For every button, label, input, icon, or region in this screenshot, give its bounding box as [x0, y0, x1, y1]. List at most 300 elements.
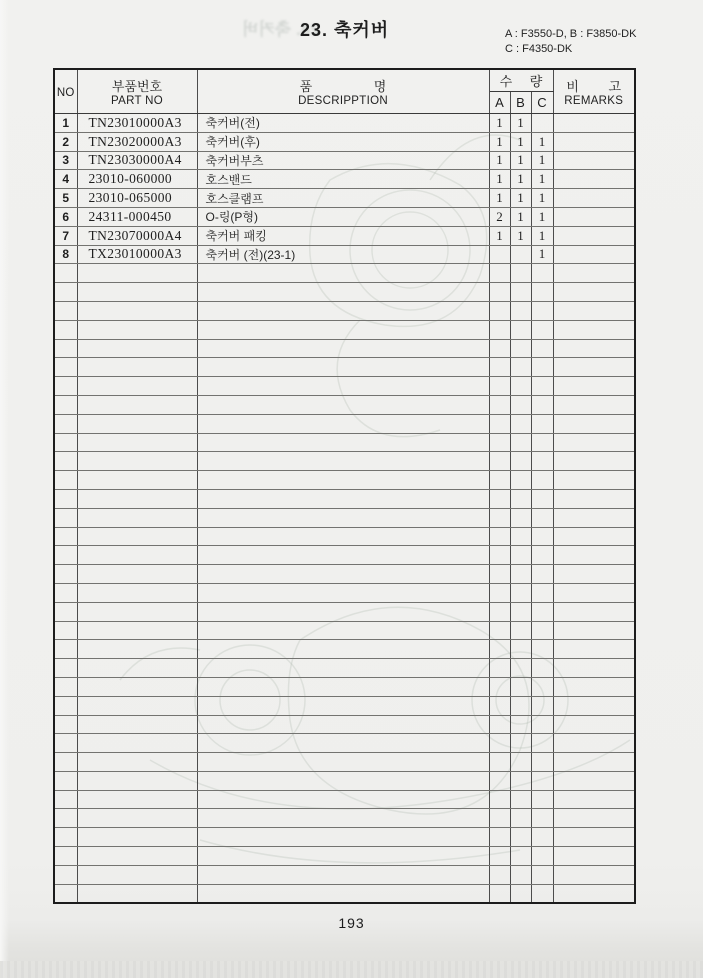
empty-cell: [510, 565, 531, 584]
empty-cell: [197, 320, 489, 339]
empty-cell: [197, 527, 489, 546]
model-spec-line2: C : F4350-DK: [505, 43, 573, 55]
empty-cell: [531, 677, 553, 696]
empty-cell: [197, 621, 489, 640]
empty-table-row: [54, 377, 635, 396]
empty-cell: [54, 621, 77, 640]
bleed-through-text: 24. 축커버: [242, 20, 320, 39]
empty-cell: [510, 339, 531, 358]
empty-cell: [54, 358, 77, 377]
cell-description: 축커버 (전)(23-1): [197, 245, 489, 264]
empty-cell: [54, 696, 77, 715]
empty-cell: [77, 377, 197, 396]
empty-cell: [197, 583, 489, 602]
cell-description: 축커버(후): [197, 132, 489, 151]
empty-cell: [77, 677, 197, 696]
empty-cell: [77, 395, 197, 414]
cell-qty-c: 1: [531, 189, 553, 208]
empty-cell: [531, 865, 553, 884]
empty-cell: [489, 828, 510, 847]
empty-cell: [553, 828, 635, 847]
empty-cell: [510, 715, 531, 734]
empty-cell: [77, 734, 197, 753]
empty-cell: [54, 602, 77, 621]
cell-no: 3: [54, 151, 77, 170]
header-qty-c: C: [531, 92, 553, 114]
empty-cell: [553, 753, 635, 772]
empty-cell: [197, 828, 489, 847]
empty-table-row: [54, 677, 635, 696]
table-row: [54, 189, 635, 208]
empty-table-row: [54, 602, 635, 621]
header-no: NO: [54, 69, 77, 114]
cell-qty-a: 2: [489, 207, 510, 226]
empty-cell: [531, 602, 553, 621]
empty-cell: [489, 320, 510, 339]
header-quantity: 수 량: [489, 69, 553, 92]
empty-cell: [531, 828, 553, 847]
empty-cell: [197, 565, 489, 584]
empty-cell: [553, 358, 635, 377]
empty-cell: [77, 771, 197, 790]
empty-cell: [553, 640, 635, 659]
empty-cell: [553, 809, 635, 828]
cell-qty-b: 1: [510, 207, 531, 226]
empty-cell: [510, 452, 531, 471]
cell-qty-a: 1: [489, 189, 510, 208]
empty-table-row: [54, 527, 635, 546]
empty-cell: [197, 264, 489, 283]
empty-cell: [531, 264, 553, 283]
empty-cell: [553, 433, 635, 452]
empty-cell: [531, 565, 553, 584]
empty-cell: [54, 640, 77, 659]
empty-cell: [489, 734, 510, 753]
empty-cell: [489, 471, 510, 490]
cell-qty-b: 1: [510, 114, 531, 133]
table-row: [54, 132, 635, 151]
empty-cell: [510, 865, 531, 884]
empty-cell: [510, 602, 531, 621]
empty-cell: [489, 865, 510, 884]
cell-qty-c: 1: [531, 226, 553, 245]
empty-cell: [77, 602, 197, 621]
empty-cell: [510, 527, 531, 546]
empty-cell: [553, 884, 635, 903]
empty-table-row: [54, 565, 635, 584]
empty-cell: [54, 715, 77, 734]
cell-remarks: [553, 132, 635, 151]
empty-table-row: [54, 395, 635, 414]
empty-cell: [54, 264, 77, 283]
empty-cell: [77, 828, 197, 847]
empty-cell: [510, 283, 531, 302]
empty-table-row: [54, 621, 635, 640]
cell-no: 2: [54, 132, 77, 151]
cell-qty-a: 1: [489, 132, 510, 151]
empty-cell: [553, 602, 635, 621]
empty-cell: [510, 828, 531, 847]
empty-cell: [553, 339, 635, 358]
empty-cell: [489, 339, 510, 358]
empty-cell: [197, 677, 489, 696]
empty-cell: [553, 320, 635, 339]
cell-qty-c: [531, 114, 553, 133]
empty-cell: [197, 377, 489, 396]
cell-part-no: TN23010000A3: [77, 114, 197, 133]
empty-table-row: [54, 659, 635, 678]
cell-part-no: TN23070000A4: [77, 226, 197, 245]
empty-cell: [77, 659, 197, 678]
empty-cell: [489, 358, 510, 377]
empty-cell: [197, 283, 489, 302]
empty-cell: [489, 489, 510, 508]
empty-cell: [77, 753, 197, 772]
empty-cell: [510, 395, 531, 414]
empty-cell: [54, 320, 77, 339]
empty-cell: [531, 320, 553, 339]
empty-cell: [197, 602, 489, 621]
empty-cell: [197, 865, 489, 884]
empty-cell: [553, 471, 635, 490]
empty-cell: [77, 583, 197, 602]
empty-cell: [531, 452, 553, 471]
empty-cell: [197, 433, 489, 452]
cell-remarks: [553, 245, 635, 264]
empty-cell: [54, 847, 77, 866]
empty-cell: [510, 640, 531, 659]
empty-cell: [54, 865, 77, 884]
empty-cell: [489, 546, 510, 565]
empty-cell: [489, 565, 510, 584]
empty-table-row: [54, 471, 635, 490]
cell-remarks: [553, 170, 635, 189]
empty-cell: [489, 753, 510, 772]
model-spec-legend: [505, 27, 636, 57]
empty-cell: [531, 358, 553, 377]
cell-qty-a: 1: [489, 151, 510, 170]
empty-cell: [510, 377, 531, 396]
empty-cell: [197, 339, 489, 358]
empty-cell: [510, 847, 531, 866]
empty-cell: [77, 414, 197, 433]
table-row: [54, 245, 635, 264]
empty-cell: [553, 771, 635, 790]
empty-cell: [197, 715, 489, 734]
empty-cell: [77, 508, 197, 527]
empty-cell: [510, 659, 531, 678]
table-row: [54, 114, 635, 133]
empty-cell: [531, 621, 553, 640]
empty-cell: [531, 508, 553, 527]
empty-cell: [489, 283, 510, 302]
cell-description: 축커버부츠: [197, 151, 489, 170]
empty-table-row: [54, 847, 635, 866]
page-title: 23. 축커버: [300, 20, 390, 40]
empty-cell: [553, 677, 635, 696]
cell-no: 7: [54, 226, 77, 245]
empty-cell: [77, 301, 197, 320]
empty-cell: [553, 508, 635, 527]
empty-cell: [531, 301, 553, 320]
empty-table-row: [54, 489, 635, 508]
header-part-no: 부품번호 PART NO: [77, 69, 197, 114]
empty-cell: [553, 734, 635, 753]
empty-cell: [197, 884, 489, 903]
empty-cell: [510, 414, 531, 433]
empty-table-row: [54, 790, 635, 809]
cell-qty-b: 1: [510, 189, 531, 208]
cell-qty-c: 1: [531, 245, 553, 264]
empty-cell: [531, 395, 553, 414]
cell-qty-b: 1: [510, 132, 531, 151]
cell-description: 호스클램프: [197, 189, 489, 208]
empty-cell: [553, 583, 635, 602]
empty-cell: [489, 790, 510, 809]
cell-part-no: TN23030000A4: [77, 151, 197, 170]
empty-cell: [197, 301, 489, 320]
empty-cell: [531, 696, 553, 715]
empty-cell: [197, 508, 489, 527]
cell-no: 4: [54, 170, 77, 189]
empty-cell: [553, 565, 635, 584]
table-row: [54, 207, 635, 226]
empty-cell: [489, 414, 510, 433]
empty-cell: [553, 715, 635, 734]
empty-cell: [197, 734, 489, 753]
empty-cell: [77, 339, 197, 358]
cell-remarks: [553, 114, 635, 133]
empty-cell: [489, 809, 510, 828]
empty-cell: [489, 301, 510, 320]
cell-no: 8: [54, 245, 77, 264]
empty-cell: [197, 452, 489, 471]
empty-cell: [489, 527, 510, 546]
empty-cell: [531, 433, 553, 452]
empty-table-row: [54, 734, 635, 753]
cell-part-no: TX23010000A3: [77, 245, 197, 264]
empty-cell: [197, 395, 489, 414]
empty-cell: [489, 583, 510, 602]
empty-cell: [54, 583, 77, 602]
empty-cell: [553, 452, 635, 471]
empty-cell: [54, 377, 77, 396]
empty-cell: [197, 809, 489, 828]
cell-qty-b: 1: [510, 226, 531, 245]
empty-table-row: [54, 358, 635, 377]
scan-edge-shadow: [0, 961, 703, 978]
empty-table-row: [54, 320, 635, 339]
empty-cell: [531, 339, 553, 358]
empty-cell: [54, 301, 77, 320]
cell-qty-c: 1: [531, 151, 553, 170]
empty-cell: [77, 621, 197, 640]
empty-cell: [510, 320, 531, 339]
empty-cell: [553, 621, 635, 640]
empty-cell: [197, 790, 489, 809]
empty-cell: [510, 433, 531, 452]
cell-qty-a: 1: [489, 114, 510, 133]
empty-cell: [77, 320, 197, 339]
empty-cell: [489, 602, 510, 621]
empty-cell: [54, 471, 77, 490]
empty-cell: [54, 433, 77, 452]
parts-table-header: [54, 69, 635, 114]
empty-cell: [489, 771, 510, 790]
cell-description: O-링(P형): [197, 207, 489, 226]
empty-cell: [197, 640, 489, 659]
empty-cell: [510, 621, 531, 640]
empty-cell: [197, 659, 489, 678]
empty-cell: [54, 283, 77, 302]
parts-table: [53, 68, 636, 904]
empty-cell: [531, 715, 553, 734]
empty-cell: [553, 377, 635, 396]
empty-cell: [489, 847, 510, 866]
empty-cell: [489, 433, 510, 452]
empty-table-row: [54, 809, 635, 828]
empty-cell: [531, 771, 553, 790]
empty-cell: [77, 565, 197, 584]
empty-cell: [489, 508, 510, 527]
empty-table-row: [54, 414, 635, 433]
cell-qty-c: 1: [531, 207, 553, 226]
empty-table-row: [54, 884, 635, 903]
cell-no: 5: [54, 189, 77, 208]
header-description: 품 명 DESCRIPPTION: [197, 69, 489, 114]
empty-cell: [510, 790, 531, 809]
empty-table-row: [54, 696, 635, 715]
cell-qty-a: 1: [489, 226, 510, 245]
empty-cell: [510, 358, 531, 377]
empty-cell: [489, 377, 510, 396]
empty-cell: [54, 734, 77, 753]
empty-cell: [553, 790, 635, 809]
cell-qty-c: 1: [531, 170, 553, 189]
cell-part-no: 23010-065000: [77, 189, 197, 208]
table-row: [54, 170, 635, 189]
empty-cell: [531, 809, 553, 828]
empty-cell: [54, 414, 77, 433]
header-qty-a: A: [489, 92, 510, 114]
empty-cell: [531, 753, 553, 772]
empty-cell: [197, 546, 489, 565]
empty-cell: [77, 640, 197, 659]
empty-table-row: [54, 283, 635, 302]
cell-part-no: 23010-060000: [77, 170, 197, 189]
empty-table-row: [54, 715, 635, 734]
empty-cell: [197, 489, 489, 508]
empty-cell: [54, 790, 77, 809]
empty-cell: [553, 847, 635, 866]
empty-table-row: [54, 264, 635, 283]
empty-cell: [77, 489, 197, 508]
model-spec-line1: A : F3550-D, B : F3850-DK: [505, 28, 637, 40]
empty-cell: [77, 847, 197, 866]
empty-cell: [531, 640, 553, 659]
cell-part-no: 24311-000450: [77, 207, 197, 226]
empty-table-row: [54, 339, 635, 358]
empty-cell: [54, 828, 77, 847]
empty-cell: [510, 884, 531, 903]
cell-part-no: TN23020000A3: [77, 132, 197, 151]
empty-table-row: [54, 865, 635, 884]
empty-table-row: [54, 583, 635, 602]
empty-cell: [553, 283, 635, 302]
empty-cell: [553, 489, 635, 508]
empty-cell: [510, 809, 531, 828]
empty-table-row: [54, 771, 635, 790]
page-number: 193: [338, 915, 365, 931]
empty-cell: [489, 264, 510, 283]
empty-cell: [531, 471, 553, 490]
empty-cell: [77, 452, 197, 471]
empty-cell: [510, 771, 531, 790]
cell-description: 호스밴드: [197, 170, 489, 189]
cell-qty-a: 1: [489, 170, 510, 189]
empty-cell: [54, 809, 77, 828]
empty-cell: [531, 489, 553, 508]
empty-cell: [54, 395, 77, 414]
empty-table-row: [54, 452, 635, 471]
empty-cell: [553, 659, 635, 678]
empty-cell: [197, 414, 489, 433]
empty-table-row: [54, 508, 635, 527]
empty-cell: [531, 583, 553, 602]
empty-cell: [510, 696, 531, 715]
empty-cell: [510, 546, 531, 565]
empty-cell: [553, 264, 635, 283]
empty-cell: [553, 301, 635, 320]
empty-cell: [553, 527, 635, 546]
empty-cell: [553, 414, 635, 433]
empty-cell: [510, 753, 531, 772]
empty-cell: [510, 734, 531, 753]
empty-cell: [510, 301, 531, 320]
empty-cell: [54, 753, 77, 772]
empty-cell: [531, 377, 553, 396]
empty-cell: [510, 677, 531, 696]
empty-cell: [197, 753, 489, 772]
empty-cell: [54, 508, 77, 527]
cell-qty-b: [510, 245, 531, 264]
empty-cell: [553, 395, 635, 414]
empty-cell: [77, 715, 197, 734]
cell-no: 6: [54, 207, 77, 226]
empty-cell: [77, 283, 197, 302]
cell-qty-b: 1: [510, 170, 531, 189]
empty-cell: [77, 696, 197, 715]
empty-cell: [54, 546, 77, 565]
empty-cell: [54, 339, 77, 358]
empty-cell: [510, 508, 531, 527]
empty-cell: [489, 452, 510, 471]
empty-cell: [510, 583, 531, 602]
cell-remarks: [553, 226, 635, 245]
empty-table-row: [54, 753, 635, 772]
empty-cell: [553, 696, 635, 715]
empty-cell: [489, 395, 510, 414]
empty-cell: [553, 865, 635, 884]
cell-remarks: [553, 151, 635, 170]
empty-cell: [510, 264, 531, 283]
empty-cell: [197, 471, 489, 490]
empty-cell: [77, 884, 197, 903]
cell-remarks: [553, 189, 635, 208]
empty-cell: [77, 865, 197, 884]
empty-cell: [54, 527, 77, 546]
header-remarks: 비 고 REMARKS: [553, 69, 635, 114]
